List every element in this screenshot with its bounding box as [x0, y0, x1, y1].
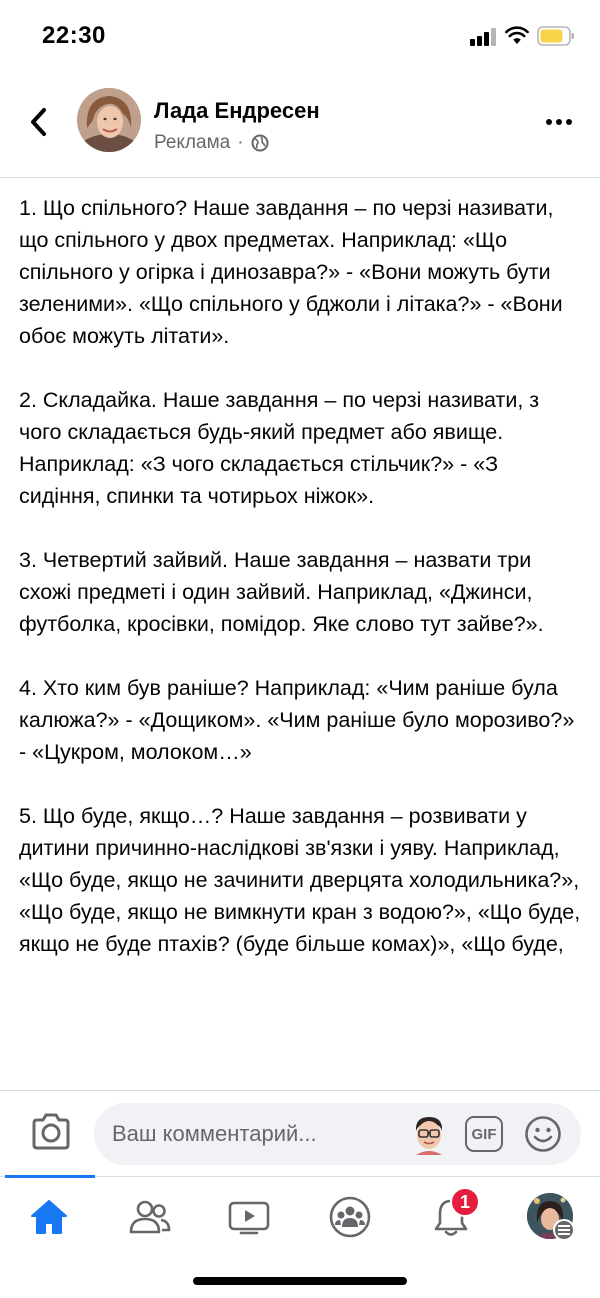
status-bar: [0, 0, 600, 72]
status-time: 22:30: [42, 22, 106, 49]
gif-button[interactable]: GIF: [465, 1116, 503, 1152]
author-avatar[interactable]: [77, 88, 141, 152]
globe-icon[interactable]: [251, 134, 269, 152]
back-button[interactable]: [22, 104, 54, 140]
tab-friends[interactable]: [124, 1193, 176, 1241]
battery-icon: [537, 26, 575, 46]
cellular-signal-icon: [470, 28, 496, 46]
active-tab-indicator: [5, 1175, 95, 1178]
home-indicator[interactable]: [193, 1277, 407, 1285]
comment-input[interactable]: [94, 1103, 581, 1165]
post-paragraph: 4. Хто ким був раніше? Наприклад: «Чим раніше була калюжа?» - «Дощиком». «Чим раніше було морозиво?» - «Цукром, молоком…»: [19, 676, 575, 764]
notifications-badge: 1: [450, 1187, 480, 1217]
home-icon: [29, 1198, 69, 1236]
meta-separator: ·: [237, 132, 244, 153]
post-header: [0, 78, 600, 178]
tab-home[interactable]: [23, 1193, 75, 1241]
wifi-icon: [505, 25, 529, 45]
post-paragraph: 3. Четвертий зайвий. Наше завдання – назвати три схожі предметі і один зайвий. Наприклад, «Джинси, футболка, кросівки, помідор. Яке слово тут зайве?».: [19, 548, 544, 636]
sponsored-label[interactable]: Реклама: [154, 132, 231, 153]
post-paragraph: 2. Складайка. Наше завдання – по черзі називати, з чого складається будь-який предмет або явище. Наприклад: «З чого складається стільчик?» - «З сидіння, спинки та чотирьох ніжок».: [19, 388, 540, 508]
emoji-icon[interactable]: [524, 1115, 562, 1153]
avatar-sticker-icon[interactable]: [410, 1113, 448, 1155]
dot-icon: [556, 119, 562, 125]
tab-groups[interactable]: [324, 1193, 376, 1241]
post-text: [19, 192, 585, 1088]
comment-bar: [0, 1090, 600, 1176]
dot-icon: [566, 119, 572, 125]
friends-icon: [128, 1198, 172, 1236]
author-name[interactable]: Лада Ендресен: [154, 98, 320, 123]
groups-icon: [328, 1195, 372, 1239]
dot-icon: [546, 119, 552, 125]
watch-video-icon: [227, 1198, 271, 1236]
author-photo: [77, 88, 141, 152]
post-meta: [154, 132, 269, 154]
hamburger-icon: [558, 1225, 570, 1235]
comment-placeholder: Ваш комментарий...: [112, 1121, 317, 1146]
tab-watch[interactable]: [223, 1193, 275, 1241]
chevron-left-icon: [28, 107, 48, 137]
menu-icon[interactable]: [553, 1219, 575, 1241]
post-paragraph: 1. Що спільного? Наше завдання – по черзі називати, що спільного у двох предметах. Наприклад: «Що спільного у огірка і динозавра?» - «Вони можуть бути зеленими». «Що спільного у бджоли і літака?» - «Вони обоє можуть літати».: [19, 196, 563, 348]
camera-icon[interactable]: [30, 1113, 72, 1151]
more-options-button[interactable]: [546, 116, 578, 128]
post-paragraph: 5. Що буде, якщо…? Наше завдання – розвивати у дитини причинно-наслідкові зв'язки і уяву. Наприклад, «Що буде, якщо не зачинити дверцята холодильника?», «Що буде, якщо не вимкнути кран з водою?», «Що буде, якщо не буде птахів? (буде більше комах)», «Що буде,: [19, 804, 581, 956]
